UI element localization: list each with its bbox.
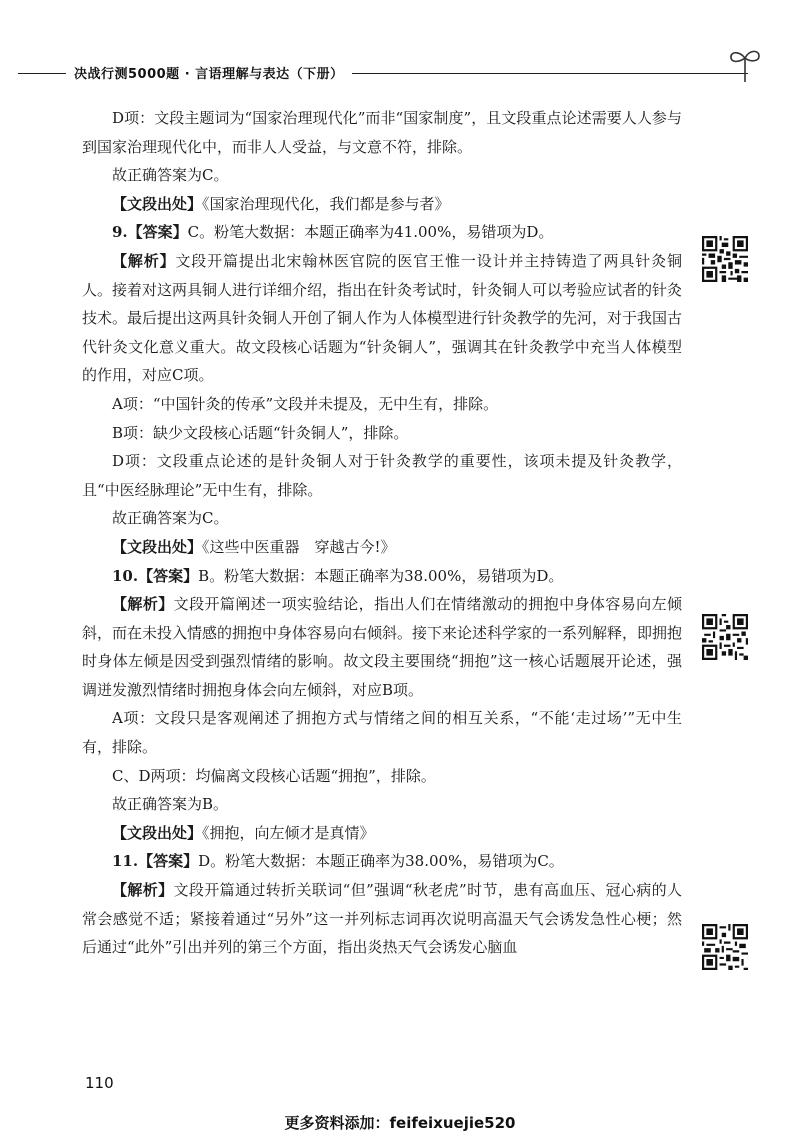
paragraph-text: 故正确答案为C。: [112, 166, 229, 185]
qr-code-icon[interactable]: [702, 614, 748, 660]
paragraph-label: 9.【答案】: [112, 223, 188, 242]
paragraph: [82, 790, 682, 819]
paragraph-text: 文段开篇提出北宋翰林医官院的医官王惟一设计并主持铸造了两具针灸铜人。接着对这两具铜人进行详细介绍，指出在针灸考试时，针灸铜人可以考验应试者的针灸技术。最后提出这两具针灸铜人开创了铜人作为人体模型进行针灸教学的先河，对于我国古代针灸文化意义重大。故文段核心话题为“针灸铜人”，强调其在针灸教学中充当人体模型的作用，对应C项。: [82, 251, 683, 385]
paragraph: [82, 447, 682, 504]
paragraph: [82, 419, 682, 448]
paragraph: [82, 533, 682, 562]
paragraph: [82, 819, 682, 848]
paragraph-label: 10.【答案】: [112, 566, 199, 585]
footer-note: 更多资料添加：feifeixuejie520: [284, 1114, 516, 1132]
paragraph-label: 【文段出处】: [112, 194, 203, 213]
paragraph-label: 【文段出处】: [112, 537, 203, 556]
qr-code-icon[interactable]: [702, 236, 748, 282]
paragraph: [82, 876, 682, 962]
qr-code-icon[interactable]: [702, 924, 748, 970]
paragraph-text: D。粉笔大数据：本题正确率为38.00%，易错项为C。: [198, 852, 564, 871]
header-rule-right: [352, 73, 748, 74]
paragraph-text: 《国家治理现代化，我们都是参与者》: [202, 194, 450, 213]
paragraph-text: C。粉笔大数据：本题正确率为41.00%，易错项为D。: [187, 223, 554, 242]
paragraph-text: C、D两项：均偏离文段核心话题“拥抱”，排除。: [112, 766, 436, 785]
paragraph-text: A项：文段只是客观阐述了拥抱方式与情绪之间的相互关系，“不能‘走过场’”无中生有，排除。: [82, 709, 682, 757]
paragraph-text: B项：缺少文段核心话题“针灸铜人”，排除。: [112, 423, 409, 442]
paragraph-label: 【解析】: [112, 595, 174, 614]
paragraph-text: 文段开篇通过转折关联词“但”强调“秋老虎”时节，患有高血压、冠心病的人常会感觉不适；紧接着通过“另外”这一并列标志词再次说明高温天气会诱发急性心梗；然后通过“此外”引出并列的第三个方面，指出炎热天气会诱发心脑血: [82, 881, 682, 957]
paragraph: [82, 590, 682, 704]
paragraph-text: D项：文段主题词为“国家治理现代化”而非“国家制度”，且文段重点论述需要人人参与到国家治理现代化中，而非人人受益，与文意不符，排除。: [82, 109, 682, 156]
sprout-icon: [728, 44, 762, 84]
paragraph: [82, 190, 682, 219]
paragraph: [82, 390, 682, 419]
paragraph: [82, 847, 682, 876]
running-header: [18, 62, 748, 82]
paragraph: [82, 247, 682, 390]
paragraph-text: 《拥抱，向左倾才是真情》: [202, 823, 375, 842]
paragraph: [82, 504, 682, 533]
paragraph-text: D项：文段重点论述的是针灸铜人对于针灸教学的重要性，该项未提及针灸教学，且“中医经脉理论”无中生有，排除。: [82, 452, 682, 499]
paragraph: [82, 562, 682, 591]
paragraph-text: 文段开篇阐述一项实验结论，指出人们在情绪激动的拥抱中身体容易向左倾斜，而在未投入情感的拥抱中身体容易向右倾斜。接下来论述科学家的一系列解释，即拥抱时身体左倾是因受到强烈情绪的影响。故文段主要围绕“拥抱”这一核心话题展开论述，强调迸发激烈情绪时拥抱身体会向左倾斜，对应B项。: [82, 595, 683, 699]
paragraph-text: 《这些中医重器 穿越古今!》: [202, 537, 396, 556]
paragraph: [82, 762, 682, 791]
answer-explanations: [82, 104, 682, 962]
paragraph-label: 【解析】: [112, 881, 174, 900]
paragraph-label: 11.【答案】: [112, 852, 199, 871]
paragraph-text: A项：“中国针灸的传承”文段并未提及，无中生有，排除。: [112, 394, 499, 413]
paragraph-text: 故正确答案为B。: [112, 795, 229, 814]
paragraph-label: 【解析】: [112, 251, 176, 270]
page-number: 110: [85, 1074, 114, 1092]
paragraph: [82, 161, 682, 190]
paragraph-text: 故正确答案为C。: [112, 509, 229, 528]
paragraph-label: 【文段出处】: [112, 823, 203, 842]
header-title: 决战行测5000题 · 言语理解与表达（下册）: [74, 66, 344, 82]
paragraph-text: B。粉笔大数据：本题正确率为38.00%，易错项为D。: [198, 566, 564, 585]
header-rule-left: [18, 73, 66, 74]
paragraph: [82, 218, 682, 247]
paragraph: [82, 704, 682, 761]
paragraph: [82, 104, 682, 161]
